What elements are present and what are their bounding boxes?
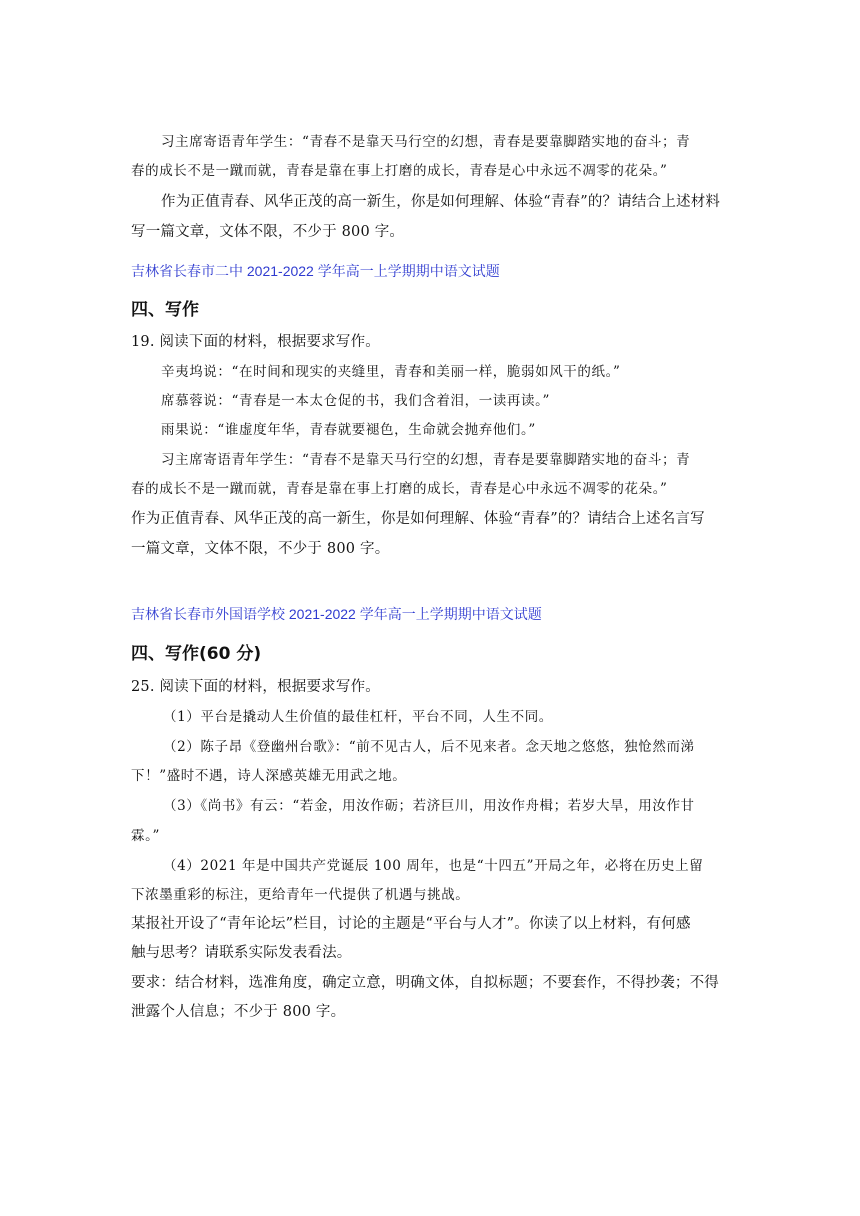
source-link[interactable]: 吉林省长春市二中 2021-2022 学年高一上学期期中语文试题 [131,263,500,279]
material-line: （1）平台是撬动人生价值的最佳杠杆，平台不同，人生不同。 [163,709,553,725]
paragraph-line: 作为正值青春、风华正茂的高一新生，你是如何理解、体验“青春”的？请结合上述材料 [161,194,721,210]
quote-line: 席慕蓉说：“青春是一本太仓促的书，我们含着泪，一读再读。” [161,393,550,409]
paragraph-line: 写一篇文章，文体不限，不少于 800 字。 [131,224,405,240]
section-heading: 四、写作 [131,300,199,320]
requirements-line: 泄露个人信息；不少于 800 字。 [131,1004,346,1020]
quote-line: 春的成长不是一蹴而就，青春是靠在事上打磨的成长，青春是心中永远不凋零的花朵。” [131,481,668,497]
requirements-line: 要求：结合材料，选准角度，确定立意，明确文体，自拟标题；不要套作，不得抄袭；不得 [131,975,719,991]
quote-line: 习主席寄语青年学生：“青春不是靠天马行空的幻想，青春是要靠脚踏实地的奋斗；青 [161,452,691,468]
material-line: （2）陈子昂《登幽州台歌》：“前不见古人，后不见来者。念天地之悠悠，独怆然而涕 [163,739,695,755]
paragraph-line: 某报社开设了“青年论坛”栏目，讨论的主题是“平台与人才”。你读了以上材料，有何感 [131,916,691,932]
question-prompt: 19. 阅读下面的材料，根据要求写作。 [131,334,380,350]
paragraph-line: 习主席寄语青年学生：“青春不是靠天马行空的幻想，青春是要靠脚踏实地的奋斗；青 [161,134,691,150]
paragraph-line: 春的成长不是一蹴而就，青春是靠在事上打磨的成长，青春是心中永远不凋零的花朵。” [131,163,668,179]
material-line: 下浓墨重彩的标注，更给青年一代提供了机遇与挑战。 [131,887,470,903]
material-line: 霖。” [131,828,160,844]
source-link[interactable]: 吉林省长春市外国语学校 2021-2022 学年高一上学期期中语文试题 [131,606,542,622]
question-prompt: 25. 阅读下面的材料，根据要求写作。 [131,679,380,695]
paragraph-line: 触与思考？请联系实际发表看法。 [131,945,352,961]
material-line: 下！”盛时不遇，诗人深感英雄无用武之地。 [131,768,407,784]
quote-line: 雨果说：“谁虚度年华，青春就要褪色，生命就会抛弃他们。” [161,422,536,438]
section-heading: 四、写作(60 分) [131,644,262,664]
material-line: （3）《尚书》有云：“若金，用汝作砺；若济巨川，用汝作舟楫；若岁大旱，用汝作甘 [163,798,695,814]
paragraph-line: 一篇文章，文体不限，不少于 800 字。 [131,541,390,557]
quote-line: 辛夷坞说：“在时间和现实的夹缝里，青春和美丽一样，脆弱如风干的纸。” [161,364,621,380]
paragraph-line: 作为正值青春、风华正茂的高一新生，你是如何理解、体验“青春”的？请结合上述名言写 [131,511,705,527]
material-line: （4）2021 年是中国共产党诞辰 100 周年，也是“十四五”开局之年，必将在历史上留 [163,858,704,874]
